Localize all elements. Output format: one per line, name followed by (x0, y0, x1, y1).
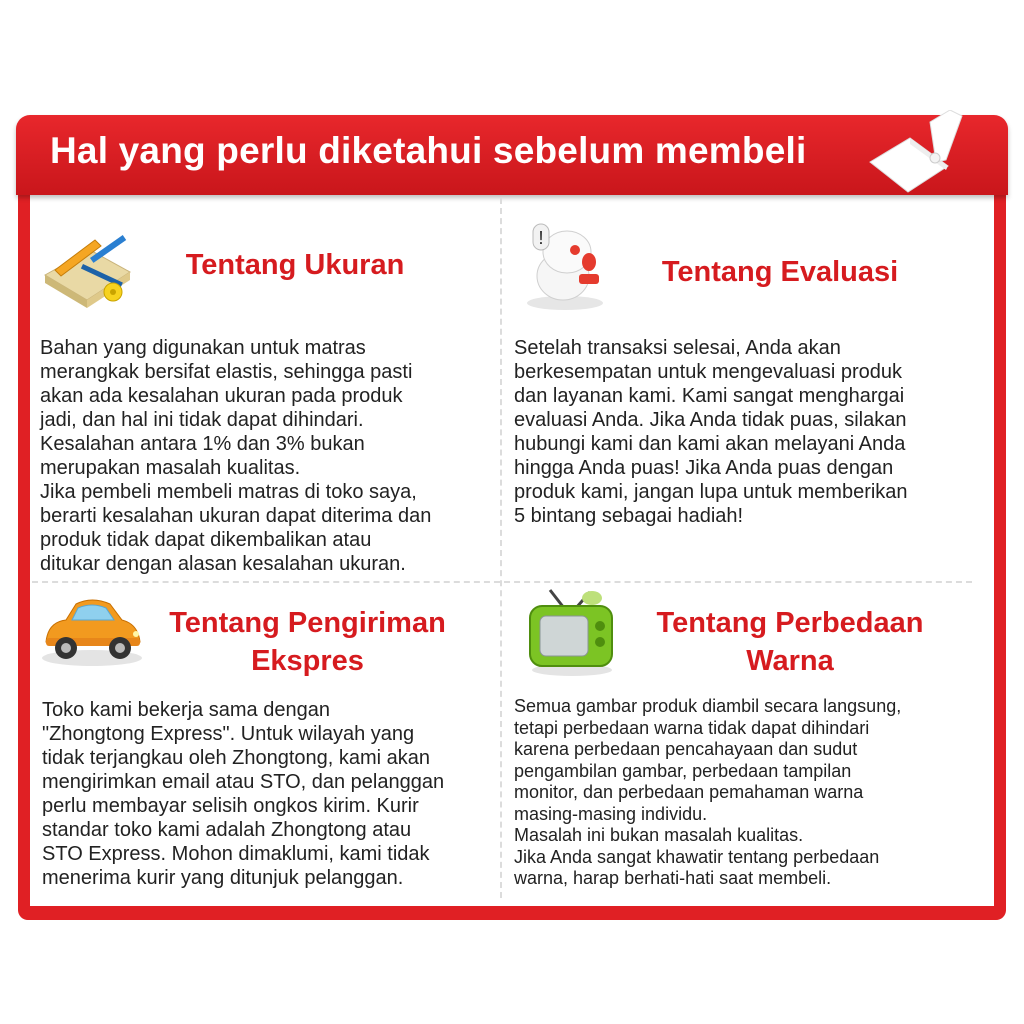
text-line: Semua gambar produk diambil secara langsung, (514, 696, 902, 716)
paper-scraper-icon (850, 110, 970, 200)
text-line: Jika pembeli membeli matras di toko saya, (40, 481, 417, 503)
section-title-pengiriman-line1: Tentang Pengiriman (169, 607, 446, 639)
text-line: jadi, dan hal ini tidak dapat dihindari. (40, 409, 364, 431)
car-icon (36, 592, 148, 668)
ruler-tools-icon (35, 230, 145, 320)
text-line: Toko kami bekerja sama dengan (42, 699, 330, 721)
text-line: STO Express. Mohon dimaklumi, kami tidak (42, 843, 430, 865)
section-body-pengiriman (42, 698, 502, 890)
section-title-warna-line2: Warna (746, 645, 834, 677)
customer-service-icon (515, 218, 615, 313)
section-title-warna-line1: Tentang Perbedaan (656, 607, 924, 639)
text-line: Jika Anda sangat khawatir tentang perbedaan (514, 846, 880, 867)
text-line: pengambilan gambar, perbedaan tampilan (514, 760, 852, 781)
section-title-warna (630, 604, 950, 680)
text-line: hubungi kami dan kami akan melayani Anda (514, 433, 906, 455)
text-line: Masalah ini bukan masalah kualitas. (514, 825, 804, 845)
text-line: merupakan masalah kualitas. (40, 457, 301, 479)
text-line: Setelah transaksi selesai, Anda akan (514, 337, 841, 359)
frame-left-border (18, 130, 30, 920)
section-title-ukuran: Tentang Ukuran (185, 249, 405, 281)
text-line: produk tidak dapat dikembalikan atau (40, 529, 372, 551)
section-body-evaluasi (514, 336, 984, 528)
text-line: produk kami, jangan lupa untuk memberikan (514, 481, 908, 503)
text-line: dan layanan kami. Kami sangat menghargai (514, 385, 905, 407)
text-line: standar toko kami adalah Zhongtong atau (42, 819, 412, 841)
text-line: warna, harap berhati-hati saat membeli. (514, 868, 832, 888)
text-line: hingga Anda puas! Jika Anda puas dengan (514, 457, 894, 479)
text-line: Kesalahan antara 1% dan 3% bukan (40, 433, 365, 455)
text-line: berkesempatan untuk mengevaluasi produk (514, 361, 903, 383)
frame-bottom-border (18, 906, 1006, 920)
text-line: akan ada kesalahan ukuran pada produk (40, 385, 403, 407)
section-title-pengiriman (150, 604, 465, 680)
text-line: berarti kesalahan ukuran dapat diterima dan (40, 505, 432, 527)
text-line: ditukar dengan alasan kesalahan ukuran. (40, 553, 406, 575)
section-body-ukuran (40, 336, 500, 576)
text-line: mengirimkan email atau STO, dan pelanggan (42, 771, 445, 793)
text-line: merangkak bersifat elastis, sehingga pasti (40, 361, 413, 383)
tv-icon (520, 586, 620, 678)
text-line: monitor, dan perbedaan pemahaman warna (514, 782, 864, 802)
text-line: menerima kurir yang ditunjuk pelanggan. (42, 867, 404, 889)
text-line: evaluasi Anda. Jika Anda tidak puas, silakan (514, 409, 907, 431)
section-title-evaluasi: Tentang Evaluasi (661, 256, 899, 288)
text-line: Bahan yang digunakan untuk matras (40, 337, 366, 359)
text-line: tetapi perbedaan warna tidak dapat dihindari (514, 717, 870, 738)
text-line: perlu membayar selisih ongkos kirim. Kurir (42, 795, 419, 817)
horizontal-divider (32, 581, 972, 583)
banner-title: Hal yang perlu diketahui sebelum membeli (50, 130, 807, 171)
frame-right-border (994, 130, 1006, 920)
text-line: tidak terjangkau oleh Zhongtong, kami akan (42, 747, 431, 769)
section-title-pengiriman-line2: Ekspres (251, 645, 364, 677)
text-line: "Zhongtong Express". Untuk wilayah yang (42, 723, 415, 745)
text-line: karena perbedaan pencahayaan dan sudut (514, 739, 858, 759)
svg-text:!: ! (538, 228, 544, 248)
text-line: masing-masing individu. (514, 803, 708, 824)
section-body-warna (514, 696, 984, 890)
text-line: 5 bintang sebagai hadiah! (514, 505, 744, 527)
